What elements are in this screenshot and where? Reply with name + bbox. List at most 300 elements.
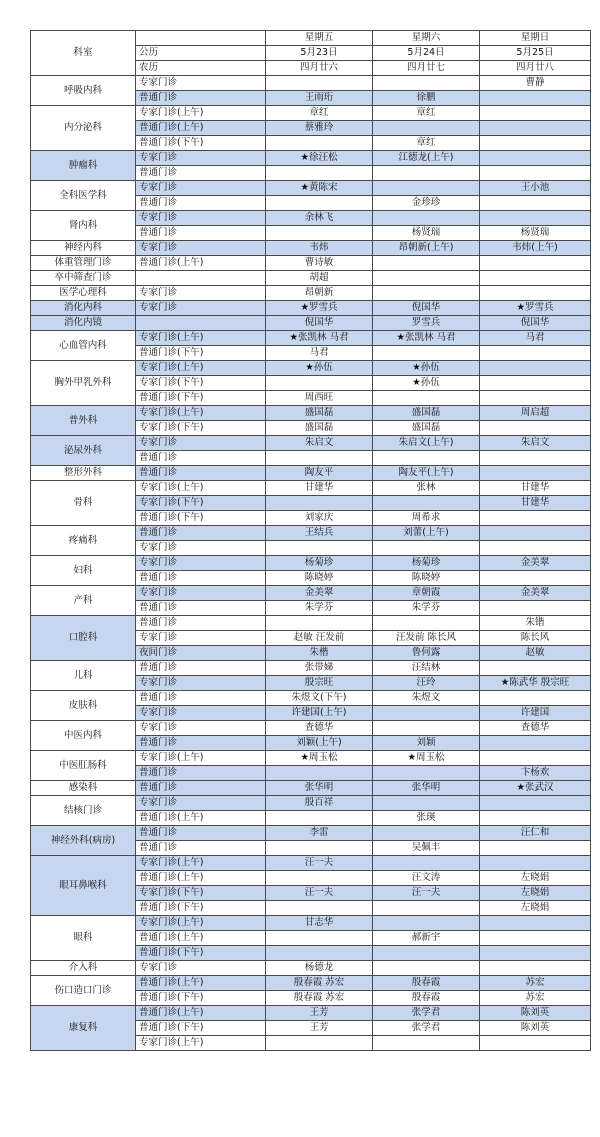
department-name: 体重管理门诊 (31, 256, 136, 271)
clinic-type: 专家门诊(下午) (136, 496, 266, 511)
doctor-sun (480, 946, 591, 961)
doctor-sun (480, 376, 591, 391)
doctor-sat: 章红 (373, 136, 480, 151)
clinic-type: 专家门诊(上午) (136, 916, 266, 931)
table-row (31, 316, 591, 331)
doctor-sun: ★张武汉 (480, 781, 591, 796)
doctor-sun (480, 286, 591, 301)
table-row (31, 721, 591, 736)
doctor-sun (480, 931, 591, 946)
doctor-sat (373, 166, 480, 181)
doctor-sun: 陈刘英 (480, 1006, 591, 1021)
doctor-sat: 汪玲 (373, 676, 480, 691)
clinic-type: 专家门诊 (136, 436, 266, 451)
doctor-fri (266, 376, 373, 391)
doctor-sat: 朱学芬 (373, 601, 480, 616)
doctor-sun: 倪国华 (480, 316, 591, 331)
clinic-type: 普通门诊(上午) (136, 871, 266, 886)
department-name: 感染科 (31, 781, 136, 796)
doctor-sat (373, 901, 480, 916)
clinic-type: 专家门诊 (136, 676, 266, 691)
clinic-type: 普通门诊 (136, 451, 266, 466)
doctor-sat: 张学君 (373, 1021, 480, 1036)
doctor-sun: 陈长风 (480, 631, 591, 646)
table-row (31, 271, 591, 286)
doctor-sun (480, 106, 591, 121)
doctor-sat: 殷春霞 (373, 976, 480, 991)
weekday-sun: 星期日 (480, 31, 591, 46)
doctor-fri: 查德华 (266, 721, 373, 736)
doctor-sun (480, 346, 591, 361)
weekday-fri: 星期五 (266, 31, 373, 46)
doctor-sun: ★陈武华 殷宗旺 (480, 676, 591, 691)
doctor-fri: ★周玉松 (266, 751, 373, 766)
clinic-type: 普通门诊(下午) (136, 901, 266, 916)
doctor-sat: 张瑛 (373, 811, 480, 826)
clinic-type: 专家门诊(上午) (136, 406, 266, 421)
clinic-type: 普通门诊 (136, 826, 266, 841)
doctor-sun: 甘建华 (480, 496, 591, 511)
gregorian-label: 公历 (136, 46, 266, 61)
doctor-fri: 李雷 (266, 826, 373, 841)
doctor-sat: 张林 (373, 481, 480, 496)
doctor-sun (480, 361, 591, 376)
department-name: 妇科 (31, 556, 136, 586)
table-row (31, 781, 591, 796)
table-row (31, 211, 591, 226)
clinic-type (136, 271, 266, 286)
department-name: 骨科 (31, 481, 136, 526)
doctor-sun: 曹静 (480, 76, 591, 91)
doctor-fri: 刘颖(上午) (266, 736, 373, 751)
doctor-sun (480, 961, 591, 976)
doctor-fri: ★徐汪松 (266, 151, 373, 166)
clinic-type: 普通门诊 (136, 766, 266, 781)
clinic-type: 专家门诊 (136, 631, 266, 646)
doctor-fri: 殷春霞 苏宏 (266, 991, 373, 1006)
schedule-table (30, 30, 591, 1051)
doctor-sat: 罗雪兵 (373, 316, 480, 331)
doctor-sat (373, 451, 480, 466)
doctor-fri (266, 766, 373, 781)
doctor-sun: 苏宏 (480, 976, 591, 991)
doctor-fri (266, 196, 373, 211)
doctor-sat (373, 706, 480, 721)
doctor-sun (480, 601, 591, 616)
clinic-type: 专家门诊 (136, 706, 266, 721)
doctor-sat: 刘颖 (373, 736, 480, 751)
department-name: 全科医学科 (31, 181, 136, 211)
table-row (31, 406, 591, 421)
clinic-type: 普通门诊 (136, 466, 266, 481)
doctor-sun: 金美翠 (480, 586, 591, 601)
doctor-fri: 赵敏 汪发前 (266, 631, 373, 646)
table-row (31, 436, 591, 451)
doctor-sat: 汪发前 陈长风 (373, 631, 480, 646)
doctor-sun (480, 151, 591, 166)
doctor-sun (480, 841, 591, 856)
doctor-sun (480, 421, 591, 436)
department-name: 眼科 (31, 916, 136, 961)
dept-header: 科室 (31, 31, 136, 76)
date-sat: 5月24日 (373, 46, 480, 61)
doctor-sun (480, 256, 591, 271)
doctor-sat: 鲁何露 (373, 646, 480, 661)
department-name: 皮肤科 (31, 691, 136, 721)
table-row (31, 1006, 591, 1021)
department-name: 神经外科(病房) (31, 826, 136, 856)
doctor-sat (373, 391, 480, 406)
doctor-fri: 韦炜 (266, 241, 373, 256)
table-row (31, 616, 591, 631)
doctor-sat (373, 286, 480, 301)
department-name: 神经内科 (31, 241, 136, 256)
doctor-fri (266, 76, 373, 91)
doctor-fri: ★罗雪兵 (266, 301, 373, 316)
clinic-type: 普通门诊 (136, 616, 266, 631)
doctor-fri (266, 841, 373, 856)
table-row (31, 691, 591, 706)
doctor-sat: 朱启文(上午) (373, 436, 480, 451)
department-name: 产科 (31, 586, 136, 616)
doctor-fri: 盛国磊 (266, 406, 373, 421)
department-name: 结核门诊 (31, 796, 136, 826)
doctor-sun (480, 751, 591, 766)
clinic-type: 普通门诊(上午) (136, 931, 266, 946)
doctor-sat (373, 796, 480, 811)
doctor-sat (373, 616, 480, 631)
doctor-sun (480, 571, 591, 586)
department-name: 普外科 (31, 406, 136, 436)
clinic-type: 普通门诊(上午) (136, 121, 266, 136)
doctor-sat: 殷春霞 (373, 991, 480, 1006)
table-row (31, 466, 591, 481)
doctor-sun: 朱启文 (480, 436, 591, 451)
doctor-fri (266, 946, 373, 961)
clinic-type: 普通门诊(下午) (136, 391, 266, 406)
doctor-sat (373, 766, 480, 781)
doctor-fri (266, 496, 373, 511)
date-fri: 5月23日 (266, 46, 373, 61)
doctor-sat: 郝新宇 (373, 931, 480, 946)
doctor-sat: 倪国华 (373, 301, 480, 316)
table-row (31, 916, 591, 931)
doctor-fri: 朱启文 (266, 436, 373, 451)
doctor-sun (480, 166, 591, 181)
doctor-sat (373, 256, 480, 271)
department-name: 整形外科 (31, 466, 136, 481)
doctor-sun (480, 211, 591, 226)
doctor-sun (480, 391, 591, 406)
doctor-sat (373, 1036, 480, 1051)
doctor-sat: 杨菊珍 (373, 556, 480, 571)
doctor-fri: 刘家庆 (266, 511, 373, 526)
doctor-sat: 盛国磊 (373, 421, 480, 436)
doctor-fri: 马君 (266, 346, 373, 361)
department-name: 介入科 (31, 961, 136, 976)
clinic-type: 专家门诊 (136, 241, 266, 256)
doctor-fri (266, 451, 373, 466)
blank-header-cell (136, 31, 266, 46)
clinic-type: 普通门诊(下午) (136, 346, 266, 361)
doctor-sun: 苏宏 (480, 991, 591, 1006)
doctor-sun: 朱锴 (480, 616, 591, 631)
table-row (31, 586, 591, 601)
table-row (31, 556, 591, 571)
doctor-fri: 章红 (266, 106, 373, 121)
doctor-sat (373, 76, 480, 91)
clinic-type: 专家门诊(上午) (136, 856, 266, 871)
doctor-sun: ★罗雪兵 (480, 301, 591, 316)
doctor-sat (373, 496, 480, 511)
clinic-type: 普通门诊(上午) (136, 811, 266, 826)
clinic-type: 夜间门诊 (136, 646, 266, 661)
clinic-type: 专家门诊(下午) (136, 421, 266, 436)
doctor-fri: 殷春霞 苏宏 (266, 976, 373, 991)
doctor-fri: 蔡雅玲 (266, 121, 373, 136)
clinic-type: 专家门诊(上午) (136, 331, 266, 346)
doctor-sun (480, 661, 591, 676)
doctor-sat (373, 211, 480, 226)
clinic-type: 普通门诊 (136, 226, 266, 241)
doctor-fri (266, 541, 373, 556)
doctor-fri (266, 871, 373, 886)
doctor-sat: ★孙伍 (373, 376, 480, 391)
doctor-sun (480, 511, 591, 526)
doctor-sun: 汪仁和 (480, 826, 591, 841)
doctor-sun: 左晓娟 (480, 871, 591, 886)
doctor-sun (480, 811, 591, 826)
clinic-type: 普通门诊(下午) (136, 511, 266, 526)
doctor-fri: 陶友平 (266, 466, 373, 481)
clinic-type: 专家门诊 (136, 586, 266, 601)
doctor-fri: 朱学芬 (266, 601, 373, 616)
table-row (31, 151, 591, 166)
clinic-type: 专家门诊 (136, 286, 266, 301)
doctor-sat: 杨贤瑞 (373, 226, 480, 241)
doctor-sun (480, 196, 591, 211)
doctor-fri: 余林飞 (266, 211, 373, 226)
doctor-sun: 韦炜(上午) (480, 241, 591, 256)
doctor-sat (373, 181, 480, 196)
department-name: 伤口造口门诊 (31, 976, 136, 1006)
doctor-sun: 许建国 (480, 706, 591, 721)
doctor-sun: 卞杨欢 (480, 766, 591, 781)
doctor-sat: 章朝霞 (373, 586, 480, 601)
department-name: 呼吸内科 (31, 76, 136, 106)
doctor-sun: 陈刘英 (480, 1021, 591, 1036)
doctor-sat: ★周玉松 (373, 751, 480, 766)
table-row (31, 286, 591, 301)
department-name: 眼耳鼻喉科 (31, 856, 136, 916)
department-name: 卒中筛查门诊 (31, 271, 136, 286)
doctor-sat: 金珍珍 (373, 196, 480, 211)
doctor-sat: ★孙伍 (373, 361, 480, 376)
clinic-type: 普通门诊(下午) (136, 1021, 266, 1036)
doctor-fri: ★黄陈宋 (266, 181, 373, 196)
doctor-fri: 张带娣 (266, 661, 373, 676)
clinic-type: 专家门诊 (136, 181, 266, 196)
doctor-sun (480, 466, 591, 481)
clinic-type: 普通门诊(上午) (136, 1006, 266, 1021)
clinic-type: 专家门诊 (136, 76, 266, 91)
table-row (31, 361, 591, 376)
clinic-type: 普通门诊 (136, 691, 266, 706)
clinic-type: 普通门诊(下午) (136, 946, 266, 961)
doctor-sat: 陈晓婷 (373, 571, 480, 586)
doctor-sun: 马君 (480, 331, 591, 346)
table-row (31, 481, 591, 496)
department-name: 康复科 (31, 1006, 136, 1051)
clinic-type: 普通门诊 (136, 781, 266, 796)
department-name: 口腔科 (31, 616, 136, 661)
doctor-sat: 章红 (373, 106, 480, 121)
clinic-type: 专家门诊 (136, 721, 266, 736)
schedule-body (31, 76, 591, 1051)
doctor-fri: 昂朝新 (266, 286, 373, 301)
doctor-fri: 殷百祥 (266, 796, 373, 811)
department-name: 医学心理科 (31, 286, 136, 301)
department-name: 消化内镜 (31, 316, 136, 331)
doctor-sun (480, 271, 591, 286)
doctor-sun (480, 526, 591, 541)
doctor-sun (480, 136, 591, 151)
table-row (31, 976, 591, 991)
doctor-fri: 汪一夫 (266, 856, 373, 871)
doctor-fri: 王芳 (266, 1006, 373, 1021)
doctor-fri (266, 901, 373, 916)
doctor-sun: 赵敏 (480, 646, 591, 661)
table-row (31, 331, 591, 346)
doctor-sat: 张学君 (373, 1006, 480, 1021)
clinic-type: 普通门诊 (136, 196, 266, 211)
doctor-sun (480, 451, 591, 466)
lunar-sat: 四月廿七 (373, 61, 480, 76)
doctor-sun (480, 856, 591, 871)
doctor-sun (480, 916, 591, 931)
clinic-type: 专家门诊(下午) (136, 376, 266, 391)
clinic-type: 普通门诊 (136, 526, 266, 541)
clinic-type: 专家门诊 (136, 556, 266, 571)
doctor-fri: 汪一夫 (266, 886, 373, 901)
doctor-fri: 甘建华 (266, 481, 373, 496)
doctor-fri: ★张凯林 马君 (266, 331, 373, 346)
doctor-fri: 盛国磊 (266, 421, 373, 436)
doctor-sat (373, 961, 480, 976)
doctor-fri (266, 616, 373, 631)
doctor-sat (373, 721, 480, 736)
doctor-fri: 杨菊珍 (266, 556, 373, 571)
doctor-fri: 殷宗旺 (266, 676, 373, 691)
table-row (31, 856, 591, 871)
clinic-type: 普通门诊 (136, 571, 266, 586)
doctor-fri: 陈晓婷 (266, 571, 373, 586)
clinic-type: 普通门诊(下午) (136, 136, 266, 151)
department-name: 内分泌科 (31, 106, 136, 151)
doctor-sat (373, 916, 480, 931)
doctor-fri (266, 226, 373, 241)
doctor-fri (266, 811, 373, 826)
clinic-type: 专家门诊(上午) (136, 361, 266, 376)
doctor-sat (373, 856, 480, 871)
doctor-sat: 汪结林 (373, 661, 480, 676)
table-row (31, 961, 591, 976)
table-row (31, 751, 591, 766)
clinic-type: 普通门诊(下午) (136, 991, 266, 1006)
clinic-type: 专家门诊(上午) (136, 1036, 266, 1051)
department-name: 胸外甲乳外科 (31, 361, 136, 406)
doctor-sat: 朱煜文 (373, 691, 480, 706)
doctor-fri (266, 166, 373, 181)
doctor-fri: 朱煜文(下午) (266, 691, 373, 706)
clinic-type: 专家门诊(下午) (136, 886, 266, 901)
doctor-sun: 杨贤瑞 (480, 226, 591, 241)
doctor-sat (373, 946, 480, 961)
doctor-sun (480, 691, 591, 706)
doctor-fri: 王芳 (266, 1021, 373, 1036)
doctor-sat: 盛国磊 (373, 406, 480, 421)
table-row (31, 526, 591, 541)
lunar-fri: 四月廿六 (266, 61, 373, 76)
table-row (31, 661, 591, 676)
doctor-sun: 左晓娟 (480, 901, 591, 916)
doctor-sat: 江德龙(上午) (373, 151, 480, 166)
clinic-type: 普通门诊 (136, 736, 266, 751)
header-row-weekday (31, 31, 591, 46)
lunar-label: 农历 (136, 61, 266, 76)
clinic-type: 普通门诊 (136, 91, 266, 106)
doctor-sat: 刘蕾(上午) (373, 526, 480, 541)
table-row (31, 106, 591, 121)
doctor-sat: 吴佩丰 (373, 841, 480, 856)
doctor-sat: 徐鹏 (373, 91, 480, 106)
doctor-sun: 左晓娟 (480, 886, 591, 901)
doctor-fri: 许建国(上午) (266, 706, 373, 721)
clinic-type: 普通门诊(上午) (136, 256, 266, 271)
doctor-sun (480, 541, 591, 556)
clinic-type: 专家门诊(上午) (136, 481, 266, 496)
doctor-fri (266, 931, 373, 946)
weekday-sat: 星期六 (373, 31, 480, 46)
clinic-type: 专家门诊 (136, 151, 266, 166)
doctor-sat (373, 121, 480, 136)
doctor-sun: 周启超 (480, 406, 591, 421)
doctor-sun: 金美翠 (480, 556, 591, 571)
doctor-sun (480, 796, 591, 811)
clinic-type: 专家门诊 (136, 211, 266, 226)
doctor-fri: 胡超 (266, 271, 373, 286)
doctor-sat (373, 271, 480, 286)
doctor-sat: 汪一夫 (373, 886, 480, 901)
doctor-fri: 甘志华 (266, 916, 373, 931)
table-row (31, 241, 591, 256)
doctor-sat (373, 541, 480, 556)
doctor-fri: 杨德龙 (266, 961, 373, 976)
department-name: 中医肛肠科 (31, 751, 136, 781)
table-row (31, 826, 591, 841)
table-row (31, 181, 591, 196)
doctor-sun: 甘建华 (480, 481, 591, 496)
clinic-type: 专家门诊 (136, 301, 266, 316)
doctor-sat: 昂朝新(上午) (373, 241, 480, 256)
clinic-type: 专家门诊(上午) (136, 106, 266, 121)
doctor-sat: 周希求 (373, 511, 480, 526)
doctor-sun: 查德华 (480, 721, 591, 736)
doctor-fri: 王结兵 (266, 526, 373, 541)
department-name: 泌尿外科 (31, 436, 136, 466)
department-name: 肿瘤科 (31, 151, 136, 181)
doctor-sun (480, 736, 591, 751)
